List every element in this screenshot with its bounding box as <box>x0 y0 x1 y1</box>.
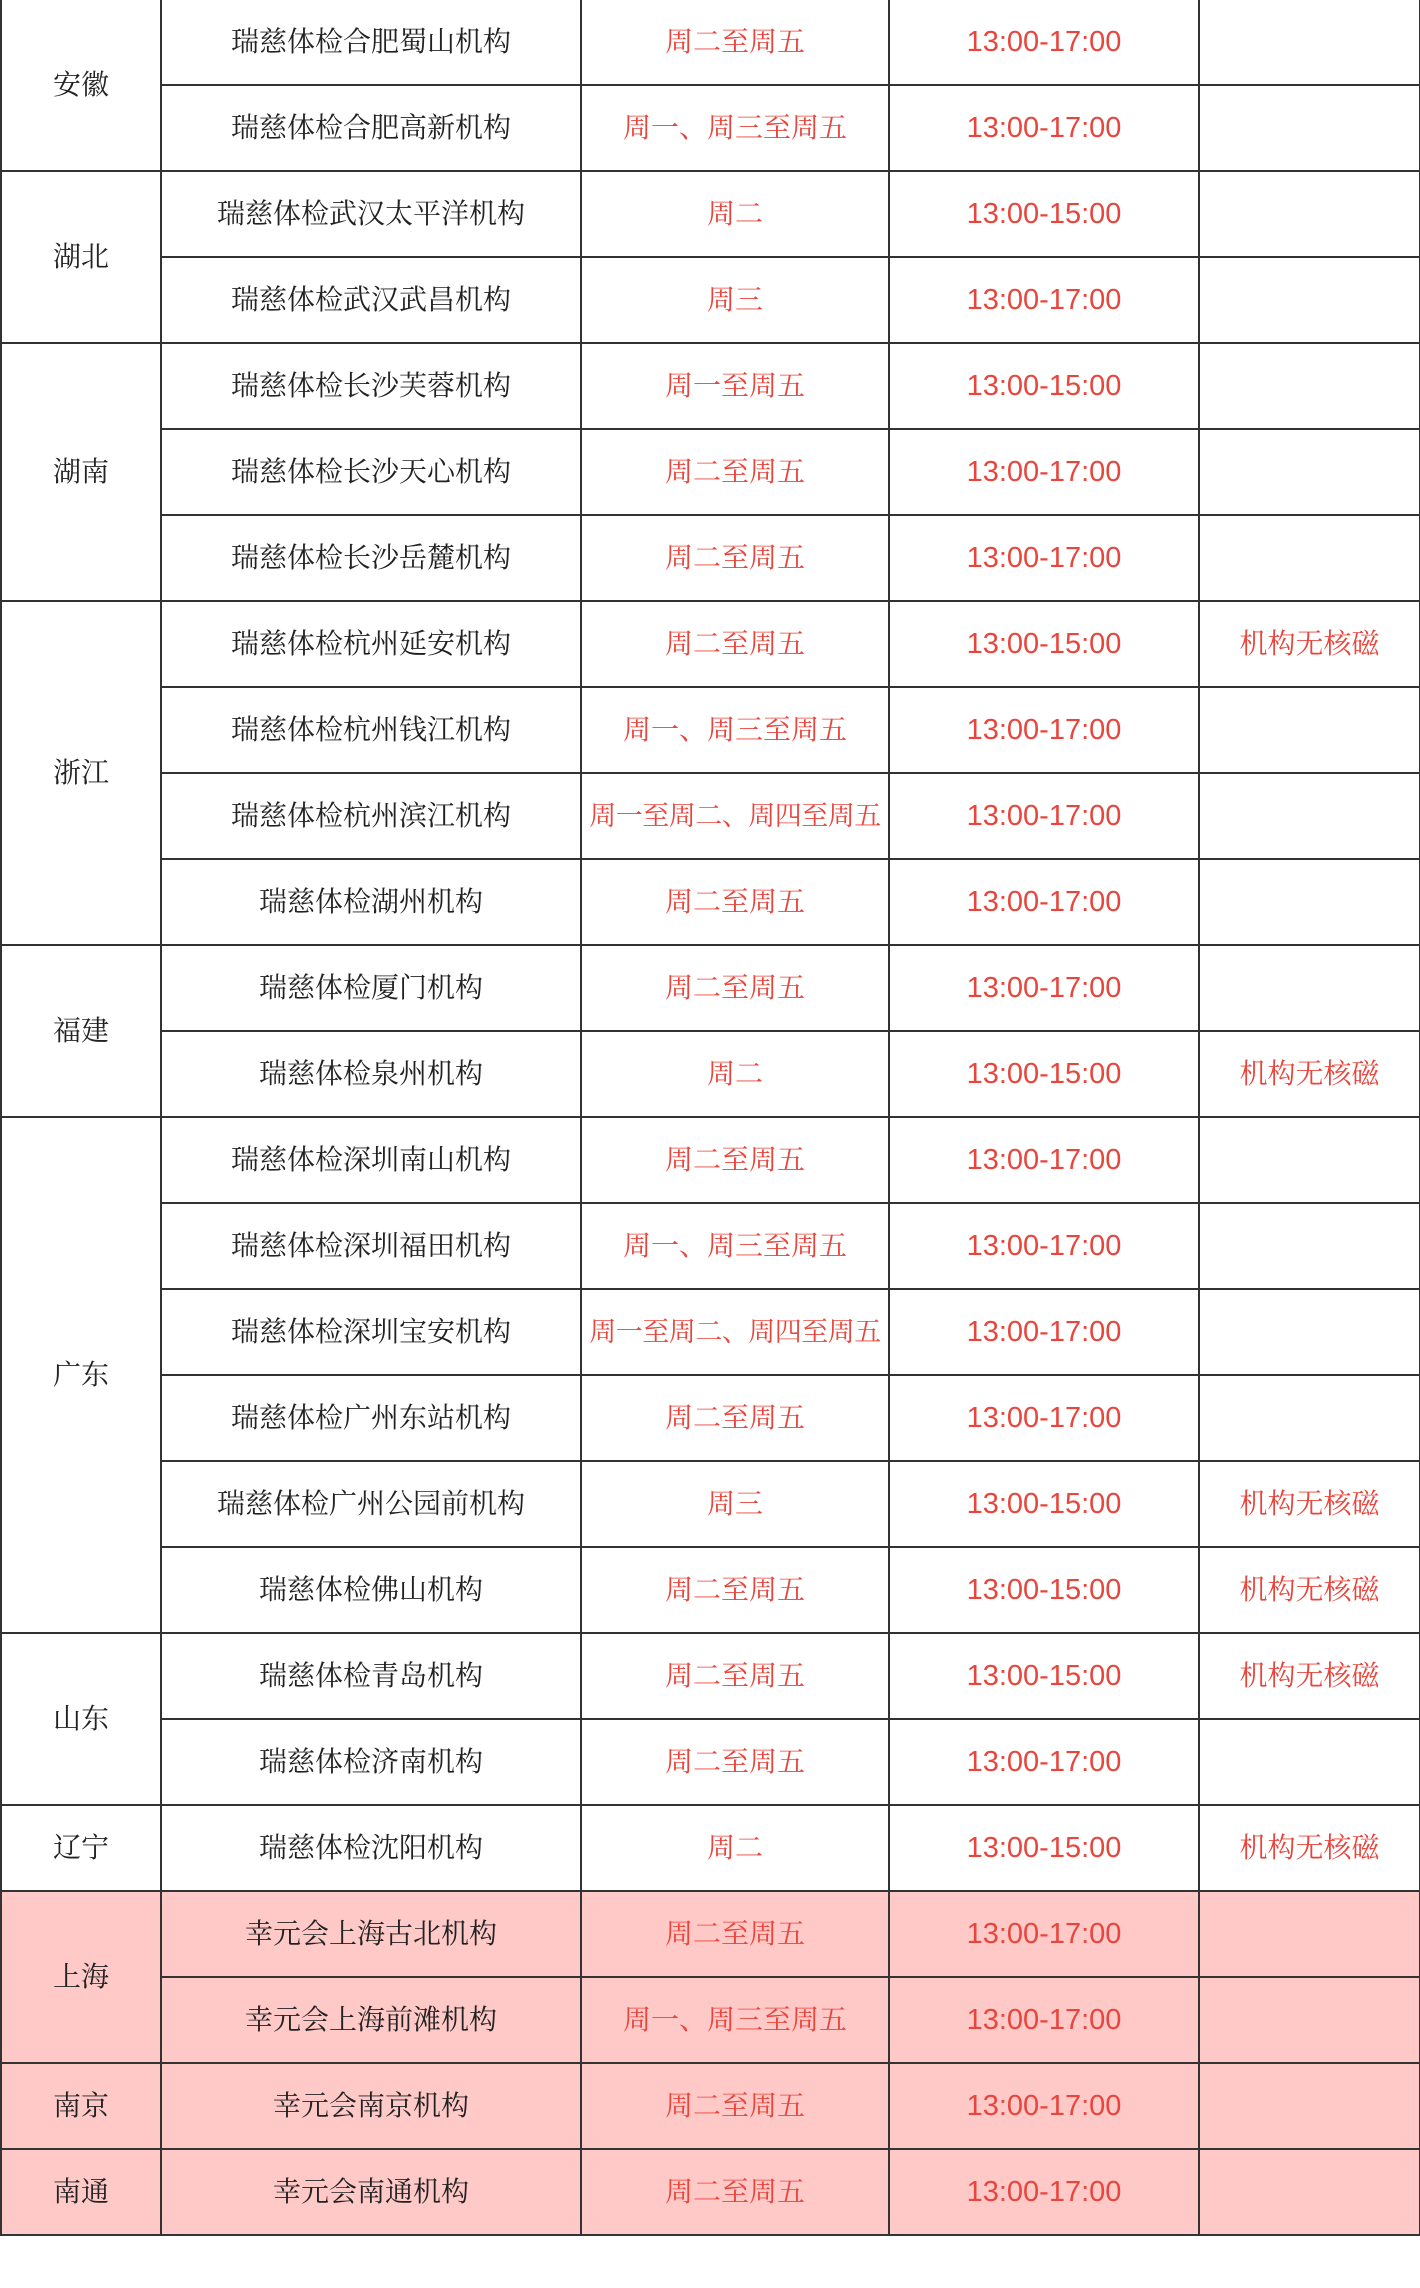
note-cell <box>1199 1977 1420 2063</box>
institution-cell: 幸元会上海古北机构 <box>161 1891 581 1977</box>
service-days-cell: 周二至周五 <box>581 0 889 85</box>
note-cell <box>1199 2063 1420 2149</box>
province-cell: 安徽 <box>1 0 161 171</box>
service-days-cell: 周一至周二、周四至周五 <box>581 1289 889 1375</box>
institution-cell: 瑞慈体检合肥蜀山机构 <box>161 0 581 85</box>
province-cell: 广东 <box>1 1117 161 1633</box>
institution-cell: 瑞慈体检深圳福田机构 <box>161 1203 581 1289</box>
table-row <box>1 1031 1420 1117</box>
service-days-cell: 周一、周三至周五 <box>581 1977 889 2063</box>
service-time-cell: 13:00-17:00 <box>889 1117 1199 1203</box>
table-row <box>1 1719 1420 1805</box>
institution-cell: 瑞慈体检武汉太平洋机构 <box>161 171 581 257</box>
note-cell <box>1199 1289 1420 1375</box>
table-row <box>1 601 1420 687</box>
service-days-cell: 周二至周五 <box>581 945 889 1031</box>
institution-cell: 瑞慈体检济南机构 <box>161 1719 581 1805</box>
service-days-cell: 周二至周五 <box>581 601 889 687</box>
institution-cell: 幸元会南京机构 <box>161 2063 581 2149</box>
note-cell <box>1199 257 1420 343</box>
service-time-cell: 13:00-17:00 <box>889 1977 1199 2063</box>
service-time-cell: 13:00-17:00 <box>889 429 1199 515</box>
service-time-cell: 13:00-15:00 <box>889 343 1199 429</box>
service-time-cell: 13:00-17:00 <box>889 773 1199 859</box>
institution-cell: 瑞慈体检佛山机构 <box>161 1547 581 1633</box>
institution-cell: 幸元会上海前滩机构 <box>161 1977 581 2063</box>
service-time-cell: 13:00-17:00 <box>889 945 1199 1031</box>
institution-cell: 瑞慈体检广州东站机构 <box>161 1375 581 1461</box>
note-cell <box>1199 1891 1420 1977</box>
service-time-cell: 13:00-15:00 <box>889 1547 1199 1633</box>
service-days-cell: 周二至周五 <box>581 1891 889 1977</box>
note-cell <box>1199 859 1420 945</box>
note-cell: 机构无核磁 <box>1199 1633 1420 1719</box>
service-days-cell: 周一、周三至周五 <box>581 687 889 773</box>
service-time-cell: 13:00-17:00 <box>889 0 1199 85</box>
service-days-cell: 周二至周五 <box>581 1375 889 1461</box>
table-row <box>1 85 1420 171</box>
table-row <box>1 515 1420 601</box>
service-days-cell: 周二至周五 <box>581 1117 889 1203</box>
province-cell: 上海 <box>1 1891 161 2063</box>
province-cell: 南通 <box>1 2149 161 2235</box>
service-days-cell: 周一、周三至周五 <box>581 85 889 171</box>
institution-cell: 瑞慈体检杭州延安机构 <box>161 601 581 687</box>
note-cell <box>1199 515 1420 601</box>
table-row <box>1 171 1420 257</box>
service-days-cell: 周二 <box>581 1031 889 1117</box>
service-days-cell: 周二至周五 <box>581 1547 889 1633</box>
table-row <box>1 1891 1420 1977</box>
table-row <box>1 1547 1420 1633</box>
service-days-cell: 周二至周五 <box>581 2063 889 2149</box>
service-days-cell: 周二至周五 <box>581 2149 889 2235</box>
note-cell <box>1199 85 1420 171</box>
service-days-cell: 周二至周五 <box>581 429 889 515</box>
note-cell <box>1199 429 1420 515</box>
province-cell: 南京 <box>1 2063 161 2149</box>
table-row <box>1 1805 1420 1891</box>
institution-cell: 幸元会南通机构 <box>161 2149 581 2235</box>
note-cell <box>1199 0 1420 85</box>
service-days-cell: 周二 <box>581 1805 889 1891</box>
note-cell <box>1199 945 1420 1031</box>
institution-cell: 瑞慈体检杭州滨江机构 <box>161 773 581 859</box>
service-time-cell: 13:00-15:00 <box>889 601 1199 687</box>
service-time-cell: 13:00-15:00 <box>889 1805 1199 1891</box>
table-row <box>1 429 1420 515</box>
service-time-cell: 13:00-15:00 <box>889 1633 1199 1719</box>
note-cell <box>1199 773 1420 859</box>
service-time-cell: 13:00-17:00 <box>889 515 1199 601</box>
note-cell <box>1199 1117 1420 1203</box>
institution-cell: 瑞慈体检沈阳机构 <box>161 1805 581 1891</box>
service-time-cell: 13:00-15:00 <box>889 1461 1199 1547</box>
institution-cell: 瑞慈体检杭州钱江机构 <box>161 687 581 773</box>
province-cell: 辽宁 <box>1 1805 161 1891</box>
service-days-cell: 周二至周五 <box>581 1719 889 1805</box>
note-cell <box>1199 1375 1420 1461</box>
province-cell: 湖北 <box>1 171 161 343</box>
institution-cell: 瑞慈体检长沙芙蓉机构 <box>161 343 581 429</box>
table-row <box>1 257 1420 343</box>
table-row <box>1 945 1420 1031</box>
service-days-cell: 周二 <box>581 171 889 257</box>
institution-cell: 瑞慈体检合肥高新机构 <box>161 85 581 171</box>
table-row <box>1 343 1420 429</box>
institution-cell: 瑞慈体检长沙岳麓机构 <box>161 515 581 601</box>
province-cell: 山东 <box>1 1633 161 1805</box>
service-time-cell: 13:00-17:00 <box>889 1289 1199 1375</box>
service-time-cell: 13:00-17:00 <box>889 1375 1199 1461</box>
table-row <box>1 1461 1420 1547</box>
table-row <box>1 1289 1420 1375</box>
institution-cell: 瑞慈体检长沙天心机构 <box>161 429 581 515</box>
note-cell: 机构无核磁 <box>1199 1805 1420 1891</box>
province-cell: 浙江 <box>1 601 161 945</box>
institution-cell: 瑞慈体检厦门机构 <box>161 945 581 1031</box>
service-time-cell: 13:00-17:00 <box>889 2063 1199 2149</box>
table-row <box>1 2149 1420 2235</box>
schedule-table-body <box>1 0 1420 2235</box>
note-cell <box>1199 687 1420 773</box>
note-cell <box>1199 343 1420 429</box>
table-row <box>1 1375 1420 1461</box>
table-row <box>1 1117 1420 1203</box>
service-days-cell: 周一、周三至周五 <box>581 1203 889 1289</box>
service-days-cell: 周一至周二、周四至周五 <box>581 773 889 859</box>
institution-cell: 瑞慈体检武汉武昌机构 <box>161 257 581 343</box>
table-row <box>1 1977 1420 2063</box>
table-row <box>1 859 1420 945</box>
service-time-cell: 13:00-17:00 <box>889 257 1199 343</box>
service-days-cell: 周一至周五 <box>581 343 889 429</box>
service-time-cell: 13:00-15:00 <box>889 171 1199 257</box>
service-time-cell: 13:00-17:00 <box>889 1203 1199 1289</box>
service-days-cell: 周二至周五 <box>581 515 889 601</box>
service-time-cell: 13:00-17:00 <box>889 687 1199 773</box>
institution-cell: 瑞慈体检青岛机构 <box>161 1633 581 1719</box>
service-time-cell: 13:00-17:00 <box>889 1719 1199 1805</box>
institution-cell: 瑞慈体检湖州机构 <box>161 859 581 945</box>
table-row <box>1 773 1420 859</box>
service-time-cell: 13:00-17:00 <box>889 2149 1199 2235</box>
service-time-cell: 13:00-17:00 <box>889 1891 1199 1977</box>
note-cell: 机构无核磁 <box>1199 601 1420 687</box>
table-row <box>1 0 1420 85</box>
service-days-cell: 周二至周五 <box>581 1633 889 1719</box>
institution-cell: 瑞慈体检深圳宝安机构 <box>161 1289 581 1375</box>
institution-cell: 瑞慈体检深圳南山机构 <box>161 1117 581 1203</box>
table-row <box>1 1203 1420 1289</box>
province-cell: 福建 <box>1 945 161 1117</box>
note-cell: 机构无核磁 <box>1199 1547 1420 1633</box>
note-cell <box>1199 1203 1420 1289</box>
institution-cell: 瑞慈体检广州公园前机构 <box>161 1461 581 1547</box>
table-row <box>1 1633 1420 1719</box>
service-days-cell: 周二至周五 <box>581 859 889 945</box>
service-days-cell: 周三 <box>581 257 889 343</box>
service-days-cell: 周三 <box>581 1461 889 1547</box>
note-cell <box>1199 1719 1420 1805</box>
note-cell: 机构无核磁 <box>1199 1031 1420 1117</box>
table-row <box>1 2063 1420 2149</box>
service-time-cell: 13:00-17:00 <box>889 85 1199 171</box>
table-row <box>1 687 1420 773</box>
service-time-cell: 13:00-17:00 <box>889 859 1199 945</box>
note-cell: 机构无核磁 <box>1199 1461 1420 1547</box>
service-time-cell: 13:00-15:00 <box>889 1031 1199 1117</box>
note-cell <box>1199 2149 1420 2235</box>
institution-cell: 瑞慈体检泉州机构 <box>161 1031 581 1117</box>
province-cell: 湖南 <box>1 343 161 601</box>
note-cell <box>1199 171 1420 257</box>
